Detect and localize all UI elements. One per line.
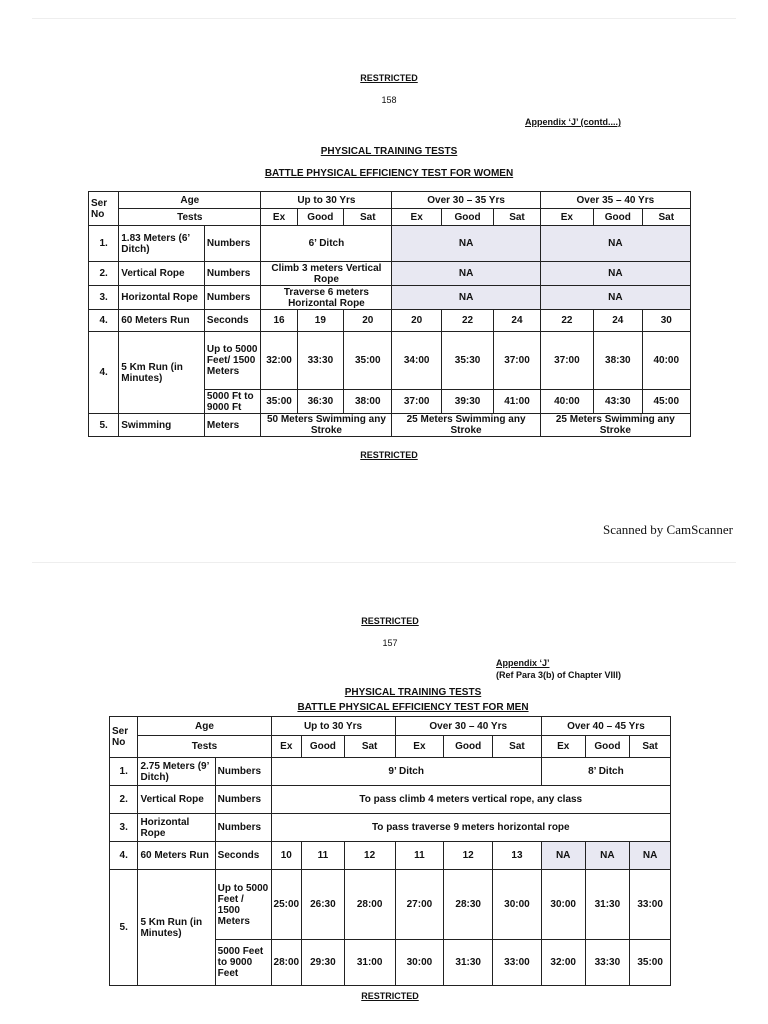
standard-cell: 25 Meters Swimming any Stroke — [392, 414, 540, 437]
test-name-cell: 5 Km Run (in Minutes) — [119, 332, 205, 414]
value-cell: 35:00 — [630, 940, 671, 986]
page-number: 157 — [382, 638, 398, 648]
ser-cell: 3. — [110, 814, 138, 842]
standard-cell: 8’ Ditch — [541, 758, 670, 786]
grade-header: Sat — [344, 736, 395, 758]
standard-cell: To pass traverse 9 meters horizontal rope — [271, 814, 670, 842]
value-cell: 26:30 — [302, 870, 345, 940]
value-cell: 40:00 — [642, 332, 691, 390]
grade-header: Sat — [493, 736, 542, 758]
value-cell: 16 — [261, 310, 297, 332]
unit-cell: Numbers — [215, 786, 271, 814]
table-row — [110, 870, 671, 940]
restricted-header: RESTRICTED — [361, 616, 419, 626]
page-number: 158 — [381, 95, 397, 105]
table-row — [110, 786, 671, 814]
table-row — [110, 758, 671, 786]
value-cell: NA — [585, 842, 630, 870]
value-cell: 37:00 — [494, 332, 540, 390]
table-row — [89, 262, 691, 286]
value-cell: 31:30 — [444, 940, 493, 986]
grade-header: Good — [441, 209, 493, 226]
test-name-cell: Horizontal Rope — [119, 286, 205, 310]
age-group-header: Over 30 – 35 Yrs — [392, 192, 540, 209]
age-header: Age — [119, 192, 261, 209]
value-cell: 38:00 — [344, 390, 392, 414]
standard-cell: 9’ Ditch — [271, 758, 541, 786]
ser-no-header: Ser No — [89, 192, 119, 226]
test-name-cell: Swimming — [119, 414, 205, 437]
table-row — [89, 286, 691, 310]
unit-cell: Up to 5000 Feet / 1500 Meters — [215, 870, 271, 940]
standard-cell: To pass climb 4 meters vertical rope, any class — [271, 786, 670, 814]
unit-cell: 5000 Ft to 9000 Ft — [204, 390, 260, 414]
test-name-cell: 60 Meters Run — [119, 310, 205, 332]
value-cell: 27:00 — [395, 870, 444, 940]
tests-header: Tests — [138, 736, 271, 758]
test-name-cell: 60 Meters Run — [138, 842, 215, 870]
appendix-label: Appendix ‘J’ — [496, 658, 550, 668]
grade-header: Ex — [540, 209, 593, 226]
grade-header: Sat — [630, 736, 671, 758]
age-group-header: Up to 30 Yrs — [261, 192, 392, 209]
restricted-footer: RESTRICTED — [360, 450, 418, 460]
value-cell: NA — [541, 842, 585, 870]
value-cell: 29:30 — [302, 940, 345, 986]
value-cell: 39:30 — [441, 390, 493, 414]
ser-cell: 4. — [89, 310, 119, 332]
value-cell: 32:00 — [261, 332, 297, 390]
value-cell: 11 — [302, 842, 345, 870]
standard-cell: Climb 3 meters Vertical Rope — [261, 262, 392, 286]
age-header: Age — [138, 717, 271, 736]
unit-cell: Numbers — [215, 814, 271, 842]
grade-header: Ex — [261, 209, 297, 226]
value-cell: 35:00 — [261, 390, 297, 414]
value-cell: NA — [630, 842, 671, 870]
unit-cell: Seconds — [204, 310, 260, 332]
unit-cell: Numbers — [204, 286, 260, 310]
grade-header: Good — [444, 736, 493, 758]
page-divider-top — [32, 18, 736, 19]
value-cell: 35:00 — [344, 332, 392, 390]
value-cell: 37:00 — [540, 332, 593, 390]
ser-cell: 3. — [89, 286, 119, 310]
value-cell: 28:00 — [344, 870, 395, 940]
value-cell: 40:00 — [540, 390, 593, 414]
grade-header: Good — [585, 736, 630, 758]
unit-cell: Seconds — [215, 842, 271, 870]
grade-header: Good — [302, 736, 345, 758]
value-cell: 33:00 — [630, 870, 671, 940]
grade-header: Good — [297, 209, 343, 226]
value-cell: 31:30 — [585, 870, 630, 940]
test-name-cell: 2.75 Meters (9’ Ditch) — [138, 758, 215, 786]
ser-cell: 2. — [89, 262, 119, 286]
ser-cell: 1. — [110, 758, 138, 786]
value-cell: 38:30 — [594, 332, 642, 390]
test-name-cell: Horizontal Rope — [138, 814, 215, 842]
ser-cell: 4. — [110, 842, 138, 870]
men-test-table — [109, 716, 671, 986]
value-cell: 37:00 — [392, 390, 441, 414]
tests-header: Tests — [119, 209, 261, 226]
table-row — [110, 842, 671, 870]
table-row — [89, 332, 691, 390]
page-divider — [32, 562, 736, 563]
unit-cell: Numbers — [204, 262, 260, 286]
value-cell: 30 — [642, 310, 691, 332]
table-row — [110, 814, 671, 842]
table-row — [89, 226, 691, 262]
value-cell: 22 — [441, 310, 493, 332]
grade-header: Ex — [392, 209, 441, 226]
standard-cell: NA — [392, 286, 540, 310]
grade-header: Good — [594, 209, 642, 226]
standard-cell: 50 Meters Swimming any Stroke — [261, 414, 392, 437]
value-cell: 33:30 — [585, 940, 630, 986]
value-cell: 24 — [594, 310, 642, 332]
value-cell: 12 — [444, 842, 493, 870]
standard-cell: NA — [540, 226, 690, 262]
grade-header: Ex — [271, 736, 301, 758]
grade-header: Sat — [494, 209, 540, 226]
grade-header: Ex — [541, 736, 585, 758]
value-cell: 10 — [271, 842, 301, 870]
ser-cell: 5. — [110, 870, 138, 986]
unit-cell: Meters — [204, 414, 260, 437]
value-cell: 24 — [494, 310, 540, 332]
value-cell: 33:00 — [493, 940, 542, 986]
test-name-cell: 1.83 Meters (6’ Ditch) — [119, 226, 205, 262]
unit-cell: Up to 5000 Feet/ 1500 Meters — [204, 332, 260, 390]
value-cell: 28:30 — [444, 870, 493, 940]
ser-cell: 5. — [89, 414, 119, 437]
ser-cell: 2. — [110, 786, 138, 814]
test-name-cell: 5 Km Run (in Minutes) — [138, 870, 215, 986]
grade-header: Sat — [642, 209, 691, 226]
value-cell: 25:00 — [271, 870, 301, 940]
value-cell: 36:30 — [297, 390, 343, 414]
value-cell: 31:00 — [344, 940, 395, 986]
document-subtitle: BATTLE PHYSICAL EFFICIENCY TEST FOR MEN — [297, 702, 529, 713]
scanner-watermark: Scanned by CamScanner — [603, 522, 733, 537]
age-group-header: Over 35 – 40 Yrs — [540, 192, 690, 209]
document-subtitle: BATTLE PHYSICAL EFFICIENCY TEST FOR WOMEN — [264, 168, 514, 179]
ser-cell: 4. — [89, 332, 119, 414]
value-cell: 32:00 — [541, 940, 585, 986]
age-group-header: Up to 30 Yrs — [271, 717, 395, 736]
value-cell: 20 — [392, 310, 441, 332]
restricted-header: RESTRICTED — [360, 73, 418, 83]
age-group-header: Over 30 – 40 Yrs — [395, 717, 541, 736]
value-cell: 43:30 — [594, 390, 642, 414]
restricted-footer: RESTRICTED — [361, 991, 419, 1001]
value-cell: 30:00 — [493, 870, 542, 940]
standard-cell: NA — [540, 262, 690, 286]
standard-cell: NA — [540, 286, 690, 310]
standard-cell: NA — [392, 262, 540, 286]
document-title: PHYSICAL TRAINING TESTS — [344, 687, 482, 698]
value-cell: 22 — [540, 310, 593, 332]
value-cell: 35:30 — [441, 332, 493, 390]
ser-no-header: Ser No — [110, 717, 138, 758]
appendix-reference: (Ref Para 3(b) of Chapter VIII) — [496, 670, 622, 680]
women-test-table — [88, 191, 691, 437]
table-row — [89, 414, 691, 437]
value-cell: 11 — [395, 842, 444, 870]
value-cell: 20 — [344, 310, 392, 332]
value-cell: 13 — [493, 842, 542, 870]
test-name-cell: Vertical Rope — [138, 786, 215, 814]
value-cell: 45:00 — [642, 390, 691, 414]
value-cell: 28:00 — [271, 940, 301, 986]
value-cell: 30:00 — [541, 870, 585, 940]
value-cell: 34:00 — [392, 332, 441, 390]
standard-cell: Traverse 6 meters Horizontal Rope — [261, 286, 392, 310]
ser-cell: 1. — [89, 226, 119, 262]
appendix-label: Appendix ‘J’ (contd....) — [525, 117, 622, 127]
grade-header: Ex — [395, 736, 444, 758]
grade-header: Sat — [344, 209, 392, 226]
unit-cell: 5000 Feet to 9000 Feet — [215, 940, 271, 986]
unit-cell: Numbers — [215, 758, 271, 786]
document-title: PHYSICAL TRAINING TESTS — [320, 146, 458, 157]
table-row — [89, 310, 691, 332]
standard-cell: 6’ Ditch — [261, 226, 392, 262]
standard-cell: 25 Meters Swimming any Stroke — [540, 414, 690, 437]
value-cell: 12 — [344, 842, 395, 870]
standard-cell: NA — [392, 226, 540, 262]
age-group-header: Over 40 – 45 Yrs — [541, 717, 670, 736]
unit-cell: Numbers — [204, 226, 260, 262]
test-name-cell: Vertical Rope — [119, 262, 205, 286]
value-cell: 33:30 — [297, 332, 343, 390]
value-cell: 30:00 — [395, 940, 444, 986]
value-cell: 41:00 — [494, 390, 540, 414]
value-cell: 19 — [297, 310, 343, 332]
